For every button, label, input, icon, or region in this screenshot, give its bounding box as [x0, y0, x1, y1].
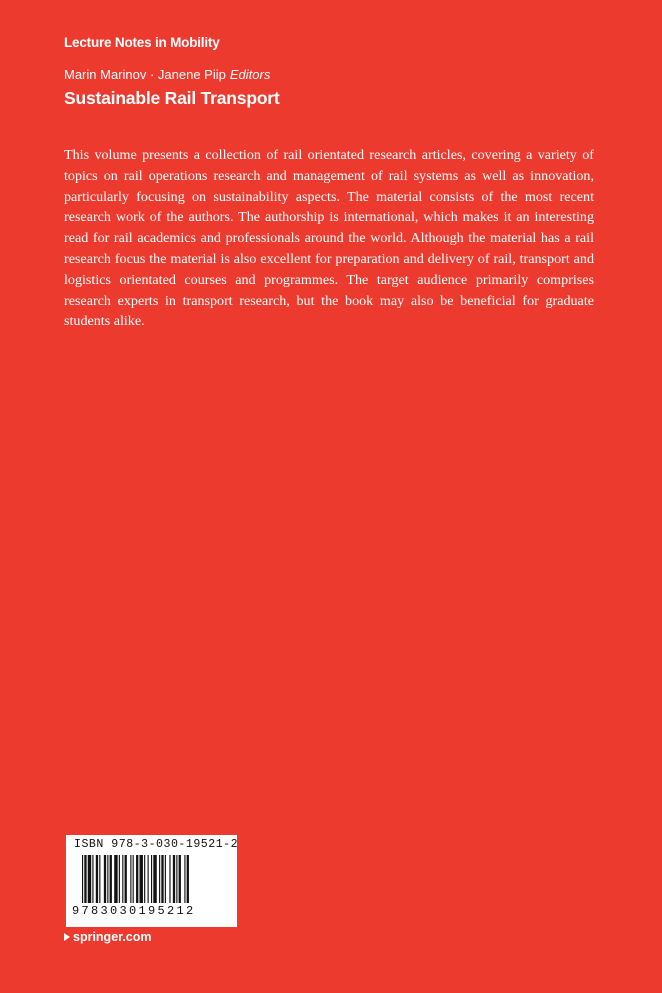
editors-line: [64, 67, 270, 82]
editors-role: Editors: [229, 67, 271, 82]
book-description: This volume presents a collection of rail orientated research articles, covering a variety of topics on rail operations research and management of rail systems as well as innovation, particularly focusing on sustainability aspects. The material consists of the most recent research work of the authors. The authorship is international, which makes it an interesting read for rail academics and professionals around the world. Although the material has a rail research focus the material is also excellent for preparation and delivery of rail, transport and logistics orientated courses and programmes. The target audience primarily comprises research experts in transport research, but the book may also be beneficial for graduate students alike.: [64, 147, 594, 330]
barcode-digits: 9783030195212: [72, 904, 196, 918]
publisher-link[interactable]: [64, 930, 152, 944]
series-title: Lecture Notes in Mobility: [64, 35, 220, 50]
barcode-icon: [82, 855, 222, 905]
editor-names: Marin Marinov · Janene Piip: [64, 67, 226, 82]
arrow-icon: [64, 933, 70, 941]
publisher-url: springer.com: [73, 930, 152, 944]
isbn-label: ISBN 978-3-030-19521-2: [74, 838, 239, 851]
book-title: Sustainable Rail Transport: [64, 88, 280, 108]
isbn-barcode-box: [66, 835, 237, 927]
